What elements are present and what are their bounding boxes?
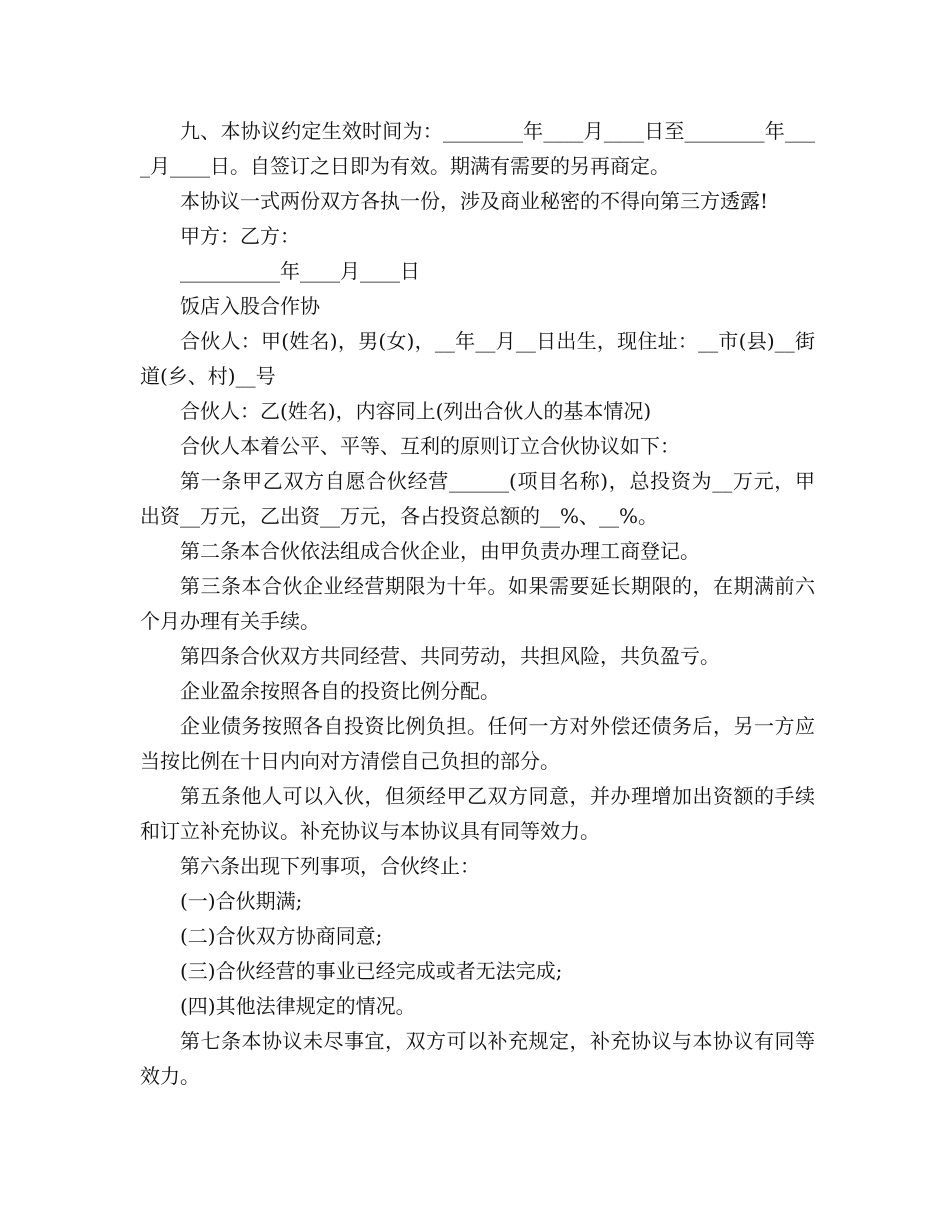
paragraph-article-6: 第六条出现下列事项，合伙终止： xyxy=(180,854,480,878)
paragraph-partner-a: 合伙人：甲(姓名)，男(女)，__年__月__日出生，现住址：__市(县)__街道(乡、村)__号 xyxy=(140,329,815,388)
paragraph-date-line: __________年____月____日 xyxy=(180,259,420,283)
paragraph-copies: 本协议一式两份双方各执一份，涉及商业秘密的不得向第三方透露! xyxy=(180,189,769,213)
document-body xyxy=(140,114,815,1094)
paragraph-item-4: (四)其他法律规定的情况。 xyxy=(180,994,416,1018)
paragraph-profit: 企业盈余按照各自的投资比例分配。 xyxy=(180,679,500,703)
paragraph-article-5: 第五条他人可以入伙，但须经甲乙双方同意，并办理增加出资额的手续和订立补充协议。补充协议与本协议具有同等效力。 xyxy=(140,784,815,843)
paragraph-article-7: 第七条本协议未尽事宜，双方可以补充规定，补充协议与本协议有同等效力。 xyxy=(140,1029,815,1088)
paragraph-article-3: 第三条本合伙企业经营期限为十年。如果需要延长期限的，在期满前六个月办理有关手续。 xyxy=(140,574,815,633)
paragraph-partner-b: 合伙人：乙(姓名)，内容同上(列出合伙人的基本情况) xyxy=(180,399,652,423)
paragraph-article-1: 第一条甲乙双方自愿合伙经营______(项目名称)，总投资为__万元，甲出资__万元，乙出资__万元，各占投资总额的__%、__%。 xyxy=(140,469,815,528)
paragraph-effective-period: 九、本协议约定生效时间为：________年____月____日至________年____月____日。自签订之日即为有效。期满有需要的另再商定。 xyxy=(140,119,815,178)
paragraph-item-3: (三)合伙经营的事业已经完成或者无法完成; xyxy=(180,959,563,983)
paragraph-principle: 合伙人本着公平、平等、互利的原则订立合伙协议如下： xyxy=(180,434,680,458)
paragraph-article-2: 第二条本合伙依法组成合伙企业，由甲负责办理工商登记。 xyxy=(180,539,700,563)
paragraph-item-1: (一)合伙期满; xyxy=(180,889,303,913)
paragraph-article-4: 第四条合伙双方共同经营、共同劳动，共担风险，共负盈亏。 xyxy=(180,644,720,668)
paragraph-debt: 企业债务按照各自投资比例负担。任何一方对外偿还债务后，另一方应当按比例在十日内向对方清偿自己负担的部分。 xyxy=(140,714,815,773)
paragraph-item-2: (二)合伙双方协商同意; xyxy=(180,924,383,948)
paragraph-section-title: 饭店入股合作协 xyxy=(180,294,320,318)
paragraph-signatures: 甲方：乙方： xyxy=(180,224,300,248)
